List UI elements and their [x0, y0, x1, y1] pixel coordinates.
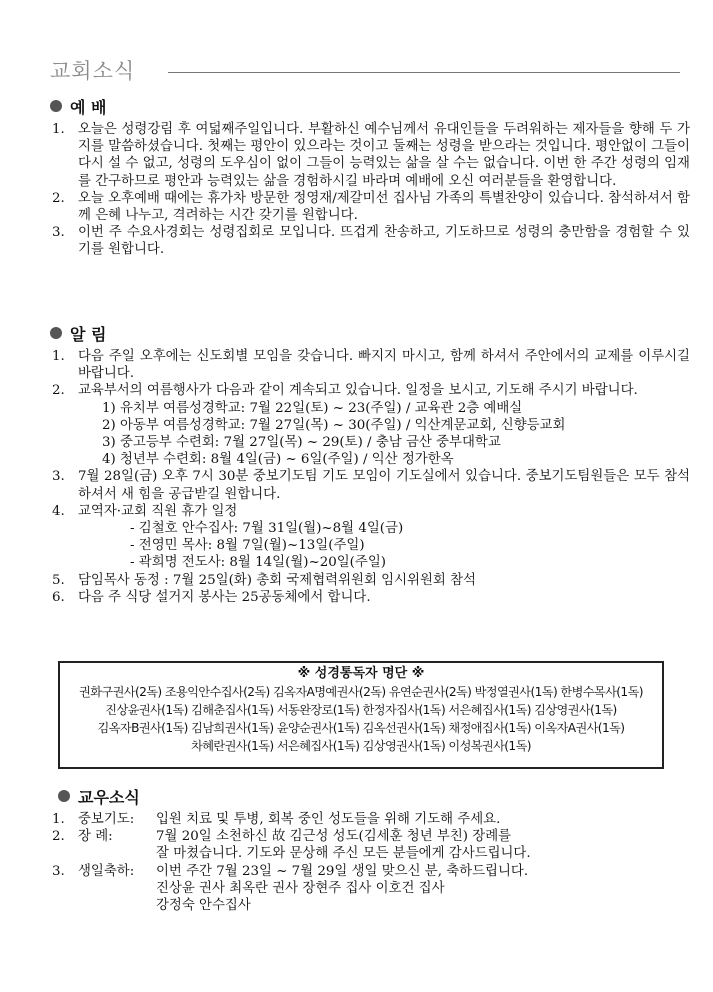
item-text: 오늘 오후예배 때에는 휴가차 방문한 정영재/제갈미선 집사님 가족의 특별찬양이 있습니다. 참석하셔서 함께 은혜 나누고, 격려하는 시간 갖기를 원합니다. — [78, 190, 690, 224]
list-item — [50, 811, 690, 828]
notices-list — [50, 348, 690, 606]
page-title: 교회소식 — [50, 59, 136, 83]
item-number: 3. — [52, 469, 65, 485]
bible-readers-box — [58, 661, 664, 769]
item-text: 오늘은 성령강림 후 여덟째주일입니다. 부활하신 예수님께서 유대인들을 두려워하는 제자들을 향해 두 가지를 말씀하셨습니다. 첫째는 평안이 있으라는 것이고 둘째는 성령을 받으라는 것입니다. 평안없이 그들이 다시 설 수 없고, 성령의 도우심이 없이 그들이 능력있는 삶을 살 수는 없습니다. 이번 한 주간 성령의 임재를 간구하므로 평안과 능력있는 삶을 경험하시길 바라며 예배에 오신 여러분들을 환영합니다. — [78, 122, 690, 189]
list-item — [50, 468, 690, 502]
item-text: 다음 주일 오후에는 신도회별 모임을 갖습니다. 빠지지 마시고, 함께 하셔서 주안에서의 교제를 이루시길 바랍니다. — [78, 349, 690, 382]
members-section — [50, 785, 690, 914]
list-item — [50, 828, 690, 862]
item-number: 2. — [52, 190, 65, 206]
item-text: 강정숙 안수집사 — [156, 898, 251, 914]
item-number: 3. — [52, 863, 65, 879]
sub-item: - 전영민 목사: 8월 7일(월)~13일(주일) — [130, 538, 365, 554]
worship-heading — [50, 95, 690, 117]
bullet-icon — [58, 790, 70, 802]
members-heading — [50, 785, 690, 807]
item-number: 6. — [52, 589, 65, 605]
item-label: 생일축하: — [78, 863, 135, 879]
members-title: 교우소식 — [78, 787, 140, 807]
item-text: 교육부서의 여름행사가 다음과 같이 계속되고 있습니다. 일정을 보시고, 기도해 주시기 바랍니다. — [78, 383, 638, 399]
item-label: 장 례: — [78, 829, 113, 845]
list-item — [50, 190, 690, 224]
sub-item: 3) 중고등부 수련회: 7월 27일(목) ~ 29(토) / 충남 금산 중부대학교 — [102, 435, 501, 451]
list-item — [50, 348, 690, 382]
bullet-icon — [50, 327, 62, 339]
item-text: 진상윤 권사 최옥란 권사 장현주 집사 이호건 집사 — [156, 880, 445, 896]
readers-line: 진상윤권사(1독) 김해춘집사(1독) 서동완장로(1독) 한정자집사(1독) 서은혜집사(1독) 김상영권사(1독) — [105, 703, 617, 717]
item-number: 5. — [52, 572, 65, 588]
item-text: 다음 주 식당 설거지 봉사는 25공동체에서 합니다. — [78, 589, 371, 605]
sub-item: - 김철호 안수집사: 7월 31일(월)~8월 4일(금) — [130, 521, 404, 537]
readers-title: ※ 성경통독자 명단 ※ — [297, 666, 425, 681]
sub-item: 1) 유치부 여름성경학교: 7월 22일(토) ~ 23(주일) / 교육관 2층 예배실 — [102, 400, 523, 416]
header-rule — [168, 72, 680, 73]
item-text: 담임목사 동정 : 7월 25일(화) 총회 국제협력위원회 임시위원회 참석 — [78, 572, 476, 588]
item-label: 중보기도: — [78, 812, 135, 827]
notices-title: 알 림 — [70, 324, 107, 344]
item-text: 이번 주 수요사경회는 성령집회로 모입니다. 뜨겁게 찬송하고, 기도하므로 성령의 충만함을 경험할 수 있기를 원합니다. — [78, 225, 690, 258]
list-item — [50, 572, 690, 589]
item-number: 3. — [52, 225, 65, 241]
list-item — [50, 863, 690, 915]
item-number: 4. — [52, 503, 65, 519]
list-item — [50, 224, 690, 258]
item-text: 7월 28일(금) 오후 7시 30분 중보기도팀 기도 모임이 기도실에서 있습니다. 중보기도팀원들은 모두 참석하셔서 새 힘을 공급받길 원합니다. — [78, 469, 690, 502]
list-item — [50, 589, 690, 606]
readers-line: 김옥자B권사(1독) 김남희권사(1독) 윤양순권사(1독) 김옥선권사(1독) 채정애집사(1독) 이옥자A권사(1독) — [97, 721, 625, 735]
item-text: 잘 마쳤습니다. 기도와 문상해 주신 모든 분들에게 감사드립니다. — [156, 846, 531, 862]
item-text: 이번 주간 7월 23일 ~ 7월 29일 생일 맞으신 분, 축하드립니다. — [156, 863, 529, 879]
worship-list — [50, 121, 690, 259]
sub-item: 2) 아동부 여름성경학교: 7월 27일(목) ~ 30(주일) / 익산계문교회, 신향등교회 — [102, 417, 566, 433]
sub-item: - 곽희명 전도사: 8월 14일(월)~20일(주일) — [130, 555, 386, 571]
list-item — [50, 121, 690, 190]
members-list — [50, 811, 690, 914]
section-header — [50, 55, 680, 85]
item-number: 1. — [52, 812, 65, 827]
list-item — [50, 503, 690, 520]
worship-title: 예 배 — [70, 97, 107, 117]
item-text: 입원 치료 및 투병, 회복 중인 성도들을 위해 기도해 주세요. — [156, 812, 501, 827]
item-number: 1. — [52, 349, 65, 364]
notices-section — [50, 322, 690, 606]
notices-heading — [50, 322, 690, 344]
list-item — [50, 382, 690, 399]
item-number: 2. — [52, 383, 65, 399]
item-text: 교역자·교회 직원 휴가 일정 — [78, 503, 238, 519]
worship-section — [50, 95, 690, 259]
item-text: 7월 20일 소천하신 故 김근성 성도(김세훈 청년 부친) 장례를 — [156, 829, 512, 845]
bullet-icon — [50, 100, 62, 112]
readers-line: 권화구권사(2독) 조용익안수집사(2독) 김옥자A명예권사(2독) 유연순권사(2독) 박정열권사(1독) 한병수목사(1독) — [79, 685, 643, 699]
sub-item: 4) 청년부 수련회: 8월 4일(금) ~ 6일(주일) / 익산 정가한옥 — [102, 452, 454, 468]
item-number: 2. — [52, 829, 65, 845]
readers-line: 차혜란권사(1독) 서은혜집사(1독) 김상영권사(1독) 이성복권사(1독) — [191, 739, 531, 753]
item-number: 1. — [52, 122, 65, 137]
